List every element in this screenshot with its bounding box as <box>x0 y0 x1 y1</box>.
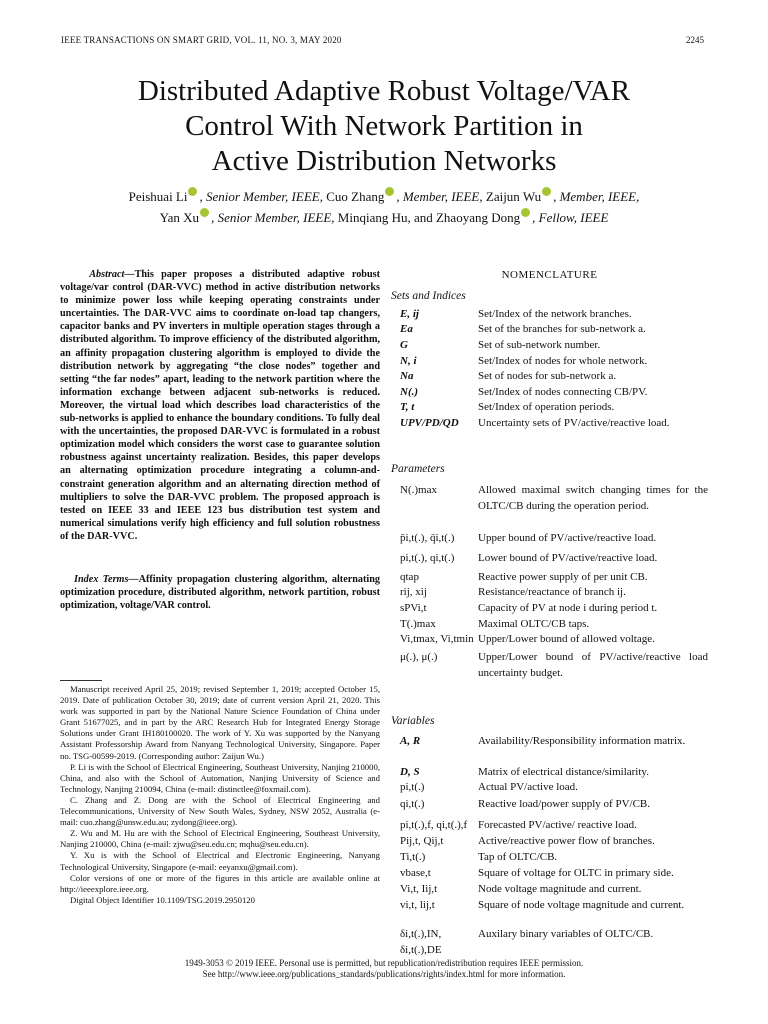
nomenclature-definition: Set/Index of operation periods. <box>478 401 615 413</box>
journal-header: IEEE TRANSACTIONS ON SMART GRID, VOL. 11, NO. 3, MAY 2020 <box>61 35 342 45</box>
nomenclature-symbol: Pij,t, Qij,t <box>400 835 444 847</box>
nomenclature-definition: Set of the branches for sub-network a. <box>478 323 646 335</box>
author-role: , Member, IEEE, <box>396 189 486 204</box>
footnote: Y. Xu is with the School of Electrical and Electronic Engineering, Nanyang Technological University, Singapore (e-mail: eeyanxu@gmail.com). <box>60 850 380 872</box>
author-role: , Fellow, IEEE <box>532 210 609 225</box>
nomenclature-symbol: Ti,t(.) <box>400 851 426 863</box>
nomenclature-definition: Tap of OLTC/CB. <box>478 851 558 863</box>
orcid-icon[interactable] <box>542 187 551 196</box>
nomenclature-title: NOMENCLATURE <box>501 269 598 281</box>
nomenclature-definition: Active/reactive power flow of branches. <box>478 835 655 847</box>
author-name: Minqiang Hu, and Zhaoyang Dong <box>337 210 521 225</box>
footnote: Color versions of one or more of the figures in this article are available online at http://ieeexplore.ieee.org. <box>60 872 380 894</box>
author-name: Peishuai Li <box>128 189 188 204</box>
nomenclature-definition: Set of nodes for sub-network a. <box>478 370 617 382</box>
nomenclature-symbol: Ea <box>400 323 413 335</box>
nomenclature-definition: Uncertainty sets of PV/active/reactive load. <box>478 417 670 429</box>
nomenclature-definition: Forecasted PV/active/ reactive load. <box>478 819 637 831</box>
parameters-heading: Parameters <box>391 463 445 475</box>
nomenclature-symbol: N, i <box>400 355 417 367</box>
nomenclature-symbol: T, t <box>400 401 415 413</box>
rights-url[interactable]: See http://www.ieee.org/publications_standards/publications/rights/index.html for more information. <box>202 969 566 979</box>
footnote-divider <box>60 680 102 681</box>
nomenclature-symbol: A, R <box>400 735 421 747</box>
nomenclature-definition: Allowed maximal switch changing times for the OLTC/CB during the operation period. <box>478 484 708 512</box>
author-role: , Member, IEEE, <box>553 189 640 204</box>
nomenclature-definition: Upper/Lower bound of PV/active/reactive load uncertainty budget. <box>478 651 708 679</box>
nomenclature-definition: Square of node voltage magnitude and current. <box>478 899 685 911</box>
abstract-label: Abstract— <box>89 269 135 280</box>
nomenclature-symbol: Na <box>400 370 414 382</box>
index-terms-text: Affinity propagation clustering algorithm, alternating optimization procedure, distributed algorithm, network partition, robust optimization, voltage/VAR control. <box>60 574 380 612</box>
nomenclature-symbol: rij, xij <box>400 586 427 598</box>
nomenclature-definition: Availability/Responsibility information matrix. <box>478 735 686 747</box>
nomenclature-definition: Reactive power supply of per unit CB. <box>478 571 648 583</box>
nomenclature-symbol: E, ij <box>400 308 419 320</box>
nomenclature-definition: Upper/Lower bound of allowed voltage. <box>478 633 655 645</box>
nomenclature-symbol: pi,t(.) <box>400 781 425 793</box>
nomenclature-symbol: N(.) <box>400 386 419 398</box>
author-name: Zaijun Wu <box>485 189 542 204</box>
nomenclature-definition: Square of voltage for OLTC in primary side. <box>478 867 674 879</box>
nomenclature-definition: Set/Index of nodes connecting CB/PV. <box>478 386 648 398</box>
sets-heading: Sets and Indices <box>391 290 466 302</box>
nomenclature-definition: Auxilary binary variables of OLTC/CB. <box>478 928 654 940</box>
nomenclature-symbol: qtap <box>400 571 419 583</box>
author-line-2 <box>40 208 728 226</box>
index-terms <box>60 573 380 612</box>
footnote: Manuscript received April 25, 2019; revised September 1, 2019; accepted October 15, 2019. Date of publication October 30, 2019; date of current version April 21, 2020. This work was supported in part by the National Nature Science Foundation of China under Grant 51677025, and in part by the ARC Research Hub for Integrated Energy Storage Solutions under Grant IH180100020. The work of Y. Xu was supported by the Nanyang Assistant Professorship Award from Nanyang Technological University, Singapore. Paper no. TSG-00599-2019. (Corresponding author: Zaijun Wu.) <box>60 684 380 761</box>
index-terms-label: Index Terms— <box>74 574 139 585</box>
nomenclature-symbol: D, S <box>400 766 420 778</box>
orcid-icon[interactable] <box>521 208 530 217</box>
nomenclature-definition: Upper bound of PV/active/reactive load. <box>478 532 657 544</box>
nomenclature-symbol: UPV/PD/QD <box>400 417 459 429</box>
nomenclature-definition: Resistance/reactance of branch ij. <box>478 586 626 598</box>
author-name: Yan Xu <box>159 210 200 225</box>
nomenclature-symbol: p̄i,t(.), q̄i,t(.) <box>400 532 455 544</box>
nomenclature-definition: Node voltage magnitude and current. <box>478 883 642 895</box>
author-name: Cuo Zhang <box>326 189 385 204</box>
nomenclature-symbol: δi,t(.),IN, δi,t(.),DE <box>400 928 442 956</box>
nomenclature-definition: Set/Index of nodes for whole network. <box>478 355 648 367</box>
nomenclature-symbol: Vi,tmax, Vi,tmin <box>400 633 474 645</box>
nomenclature-symbol: pi,t(.), qi,t(.) <box>400 552 455 564</box>
orcid-icon[interactable] <box>385 187 394 196</box>
nomenclature-symbol: qi,t(.) <box>400 798 425 810</box>
nomenclature-definition: Matrix of electrical distance/similarity. <box>478 766 649 778</box>
nomenclature-definition: Capacity of PV at node i during period t. <box>478 602 658 614</box>
footnote: Digital Object Identifier 10.1109/TSG.2019.2950120 <box>70 894 255 905</box>
nomenclature-symbol: sPVi,t <box>400 602 427 614</box>
abstract-text: This paper proposes a distributed adaptive robust voltage/var control (DAR-VVC) method in active distribution networks to minimize power loss while keeping operating constraints under uncertainties. The DAR-VVC aims to coordinate on-load tap changers, capacitor banks and PV inverters in multiple operation stages through a distributed algorithm. To improve efficiency of the distributed algorithm, an affinity propagation clustering algorithm is employed to divide the distribution network by aggregating “the close nodes” together and setting “the far nodes” apart, leading to the network partition where the information exchange between adjacent sub-networks is reduced. Moreover, the virtual load which describes load characteristics of the sub-networks is applied to enhance the boundary conditions. To fully deal with the uncertainties, the proposed DAR-VVC is formulated in a robust optimization model which considers the worst case to guarantee solution robustness against uncertainty realization. Besides, this paper develops an alternating optimization procedure integrating a column-and-constraint generation algorithm and an alternating direction method of multipliers to solve the DAR-VVC problem. The proposed approach is tested on IEEE 33 and IEEE 123 bus distribution test system and numerical simulations verify high efficiency and full solution robustness of the DAR-VVC. <box>60 269 380 542</box>
nomenclature-symbol: pi,t(.),f, qi,t(.),f <box>400 819 468 831</box>
nomenclature-definition: Maximal OLTC/CB taps. <box>478 618 590 630</box>
nomenclature-definition: Lower bound of PV/active/reactive load. <box>478 552 658 564</box>
nomenclature-symbol: Vi,t, Iij,t <box>400 883 438 895</box>
author-role: , Senior Member, IEEE, <box>211 210 338 225</box>
footnote: Z. Wu and M. Hu are with the School of Electrical Engineering, Southeast University, Nanjing 210000, China (e-mail: zjwu@seu.edu.cn; mqhu@seu.edu.cn). <box>60 828 380 850</box>
nomenclature-symbol: μ(.), μ(.) <box>400 651 438 663</box>
footnotes <box>60 684 380 906</box>
nomenclature-symbol: vbase,t <box>400 867 431 879</box>
author-line-1 <box>40 187 728 205</box>
title-line: Distributed Adaptive Robust Voltage/VAR <box>137 75 631 107</box>
variables-heading: Variables <box>391 715 435 727</box>
abstract <box>60 268 380 543</box>
orcid-icon[interactable] <box>188 187 197 196</box>
nomenclature-symbol: T(.)max <box>400 618 436 630</box>
nomenclature-definition: Actual PV/active load. <box>478 781 578 793</box>
nomenclature-definition: Reactive load/power supply of PV/CB. <box>478 798 651 810</box>
title-line: Active Distribution Networks <box>211 145 557 177</box>
footnote: P. Li is with the School of Electrical Engineering, Southeast University, Nanjing 210000, China, and also with the School of Automation, Nanjing University of Science and Technology, Nanjing 210094, China (e-mail: distinctlee@foxmail.com). <box>60 761 380 794</box>
nomenclature-definition: Set/Index of the network branches. <box>478 308 632 320</box>
page-number: 2245 <box>686 35 704 45</box>
footnote: C. Zhang and Z. Dong are with the School of Electrical Engineering and Telecommunications, University of New South Wales, Sydney, NSW 2052, Australia (e-mail: cuo.zhang@unsw.edu.au; zydong@ieee.org). <box>60 794 380 828</box>
nomenclature-symbol: vi,t, lij,t <box>400 899 435 911</box>
nomenclature-symbol: N(.)max <box>400 484 437 496</box>
orcid-icon[interactable] <box>200 208 209 217</box>
copyright-line: 1949-3053 © 2019 IEEE. Personal use is permitted, but republication/redistribution requires IEEE permission. <box>184 958 584 968</box>
nomenclature-definition: Set of sub-network number. <box>478 339 601 351</box>
author-role: , Senior Member, IEEE, <box>199 189 327 204</box>
nomenclature-symbol: G <box>400 339 408 351</box>
paper-title <box>60 74 708 179</box>
title-line: Control With Network Partition in <box>185 110 583 142</box>
